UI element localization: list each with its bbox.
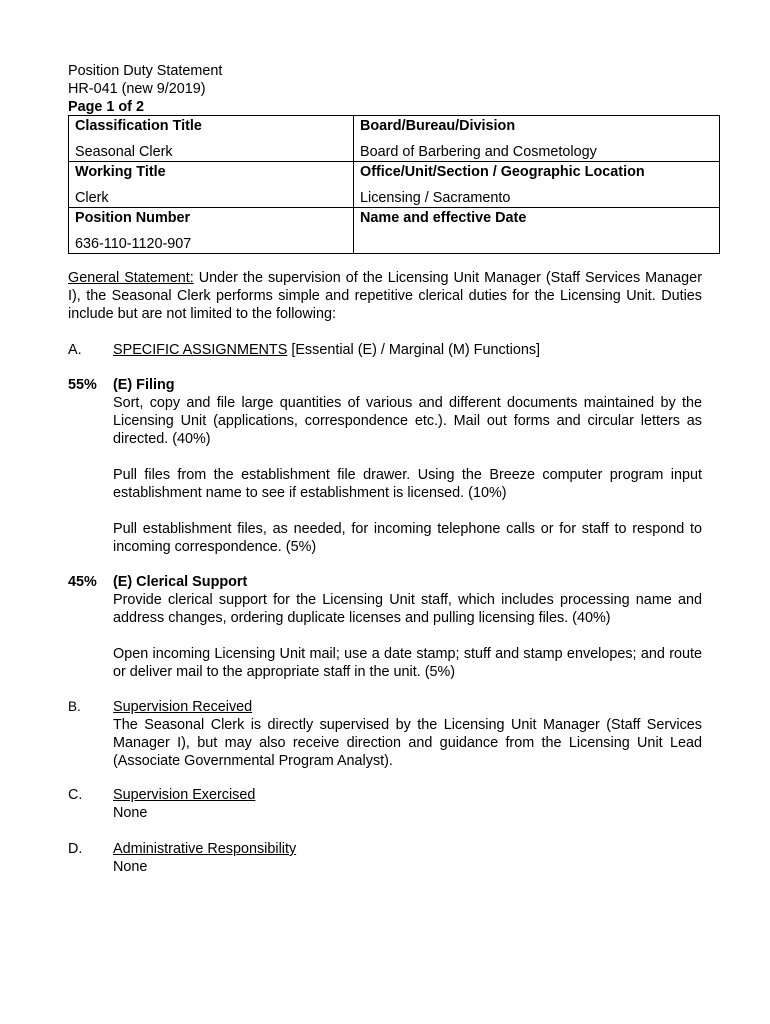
- filing-duty: [68, 376, 702, 556]
- filing-percent: 55%: [68, 377, 97, 393]
- clerical-paragraph-2: Open incoming Licensing Unit mail; use a date stamp; stuff and stamp envelopes; and route or deliver mail to the appropriate staff in the unit. (5%): [113, 646, 702, 680]
- working-title-cell: [69, 162, 354, 208]
- section-d-letter: D.: [68, 841, 83, 857]
- filing-paragraph-3: Pull establishment files, as needed, for incoming telephone calls or for staff to respond to incoming correspondence. (5%): [113, 521, 702, 555]
- office-cell: [354, 162, 720, 208]
- table-row: [69, 116, 720, 162]
- table-row: [69, 208, 720, 254]
- clerical-paragraph-1: Provide clerical support for the Licensing Unit staff, which includes processing name and address changes, ordering duplicate licenses and pulling licensing files. (40%): [113, 592, 702, 626]
- filing-title: (E) Filing: [113, 377, 175, 393]
- working-title-label: Working Title: [75, 164, 166, 180]
- position-number-label: Position Number: [75, 210, 191, 226]
- section-c-title: Supervision Exercised: [113, 787, 256, 803]
- section-a: [68, 341, 702, 359]
- section-b-letter: B.: [68, 699, 81, 714]
- general-statement: [68, 269, 702, 323]
- name-date-cell: [354, 208, 720, 254]
- classification-label: Classification Title: [75, 118, 202, 134]
- section-a-subtitle: [Essential (E) / Marginal (M) Functions]: [287, 342, 541, 358]
- office-label: Office/Unit/Section / Geographic Location: [360, 164, 645, 180]
- section-c: [68, 786, 702, 822]
- section-d: [68, 840, 702, 876]
- filing-paragraph-2: Pull files from the establishment file drawer. Using the Breeze computer program input establishment name to see if establishment is licensed. (10%): [113, 467, 702, 501]
- clerical-title: (E) Clerical Support: [113, 574, 248, 590]
- form-number: HR-041 (new 9/2019): [68, 81, 206, 97]
- office-value: Licensing / Sacramento: [360, 190, 511, 206]
- general-statement-text: Under the supervision of the Licensing Unit Manager (Staff Services Manager I), the Seasonal Clerk performs simple and repetitive clerical duties for the Licensing Unit. Duties include but are not limited to the following:: [68, 270, 702, 322]
- classification-value: Seasonal Clerk: [75, 144, 173, 160]
- page-number: Page 1 of 2: [68, 99, 144, 115]
- section-c-text: None: [113, 805, 148, 821]
- section-b: [68, 698, 702, 770]
- filing-paragraph-1: Sort, copy and file large quantities of various and different documents maintained by the Licensing Unit (applications, correspondence etc.). Mail out forms and circular letters as directed. (40%): [113, 395, 702, 447]
- section-b-title: Supervision Received: [113, 699, 253, 715]
- board-cell: [354, 116, 720, 162]
- section-d-text: None: [113, 859, 148, 875]
- position-info-table: [68, 115, 720, 254]
- position-number-cell: [69, 208, 354, 254]
- working-title-value: Clerk: [75, 190, 109, 206]
- section-c-letter: C.: [68, 787, 83, 803]
- table-row: [69, 162, 720, 208]
- form-title: Position Duty Statement: [68, 63, 223, 79]
- position-number-value: 636-110-1120-907: [75, 236, 192, 252]
- general-statement-label: General Statement:: [68, 270, 194, 286]
- section-a-letter: A.: [68, 342, 82, 358]
- clerical-percent: 45%: [68, 574, 97, 590]
- name-date-label: Name and effective Date: [360, 210, 527, 226]
- section-d-title: Administrative Responsibility: [113, 841, 297, 857]
- section-b-text: The Seasonal Clerk is directly supervised by the Licensing Unit Manager (Staff Services Manager I), but may also receive direction and guidance from the Licensing Unit Lead (Associate Governmental Program Analyst).: [113, 717, 702, 769]
- document-header: [68, 62, 222, 116]
- classification-cell: [69, 116, 354, 162]
- clerical-duty: [68, 573, 702, 681]
- section-a-title: SPECIFIC ASSIGNMENTS: [113, 342, 288, 358]
- board-label: Board/Bureau/Division: [360, 118, 516, 134]
- board-value: Board of Barbering and Cosmetology: [360, 144, 597, 160]
